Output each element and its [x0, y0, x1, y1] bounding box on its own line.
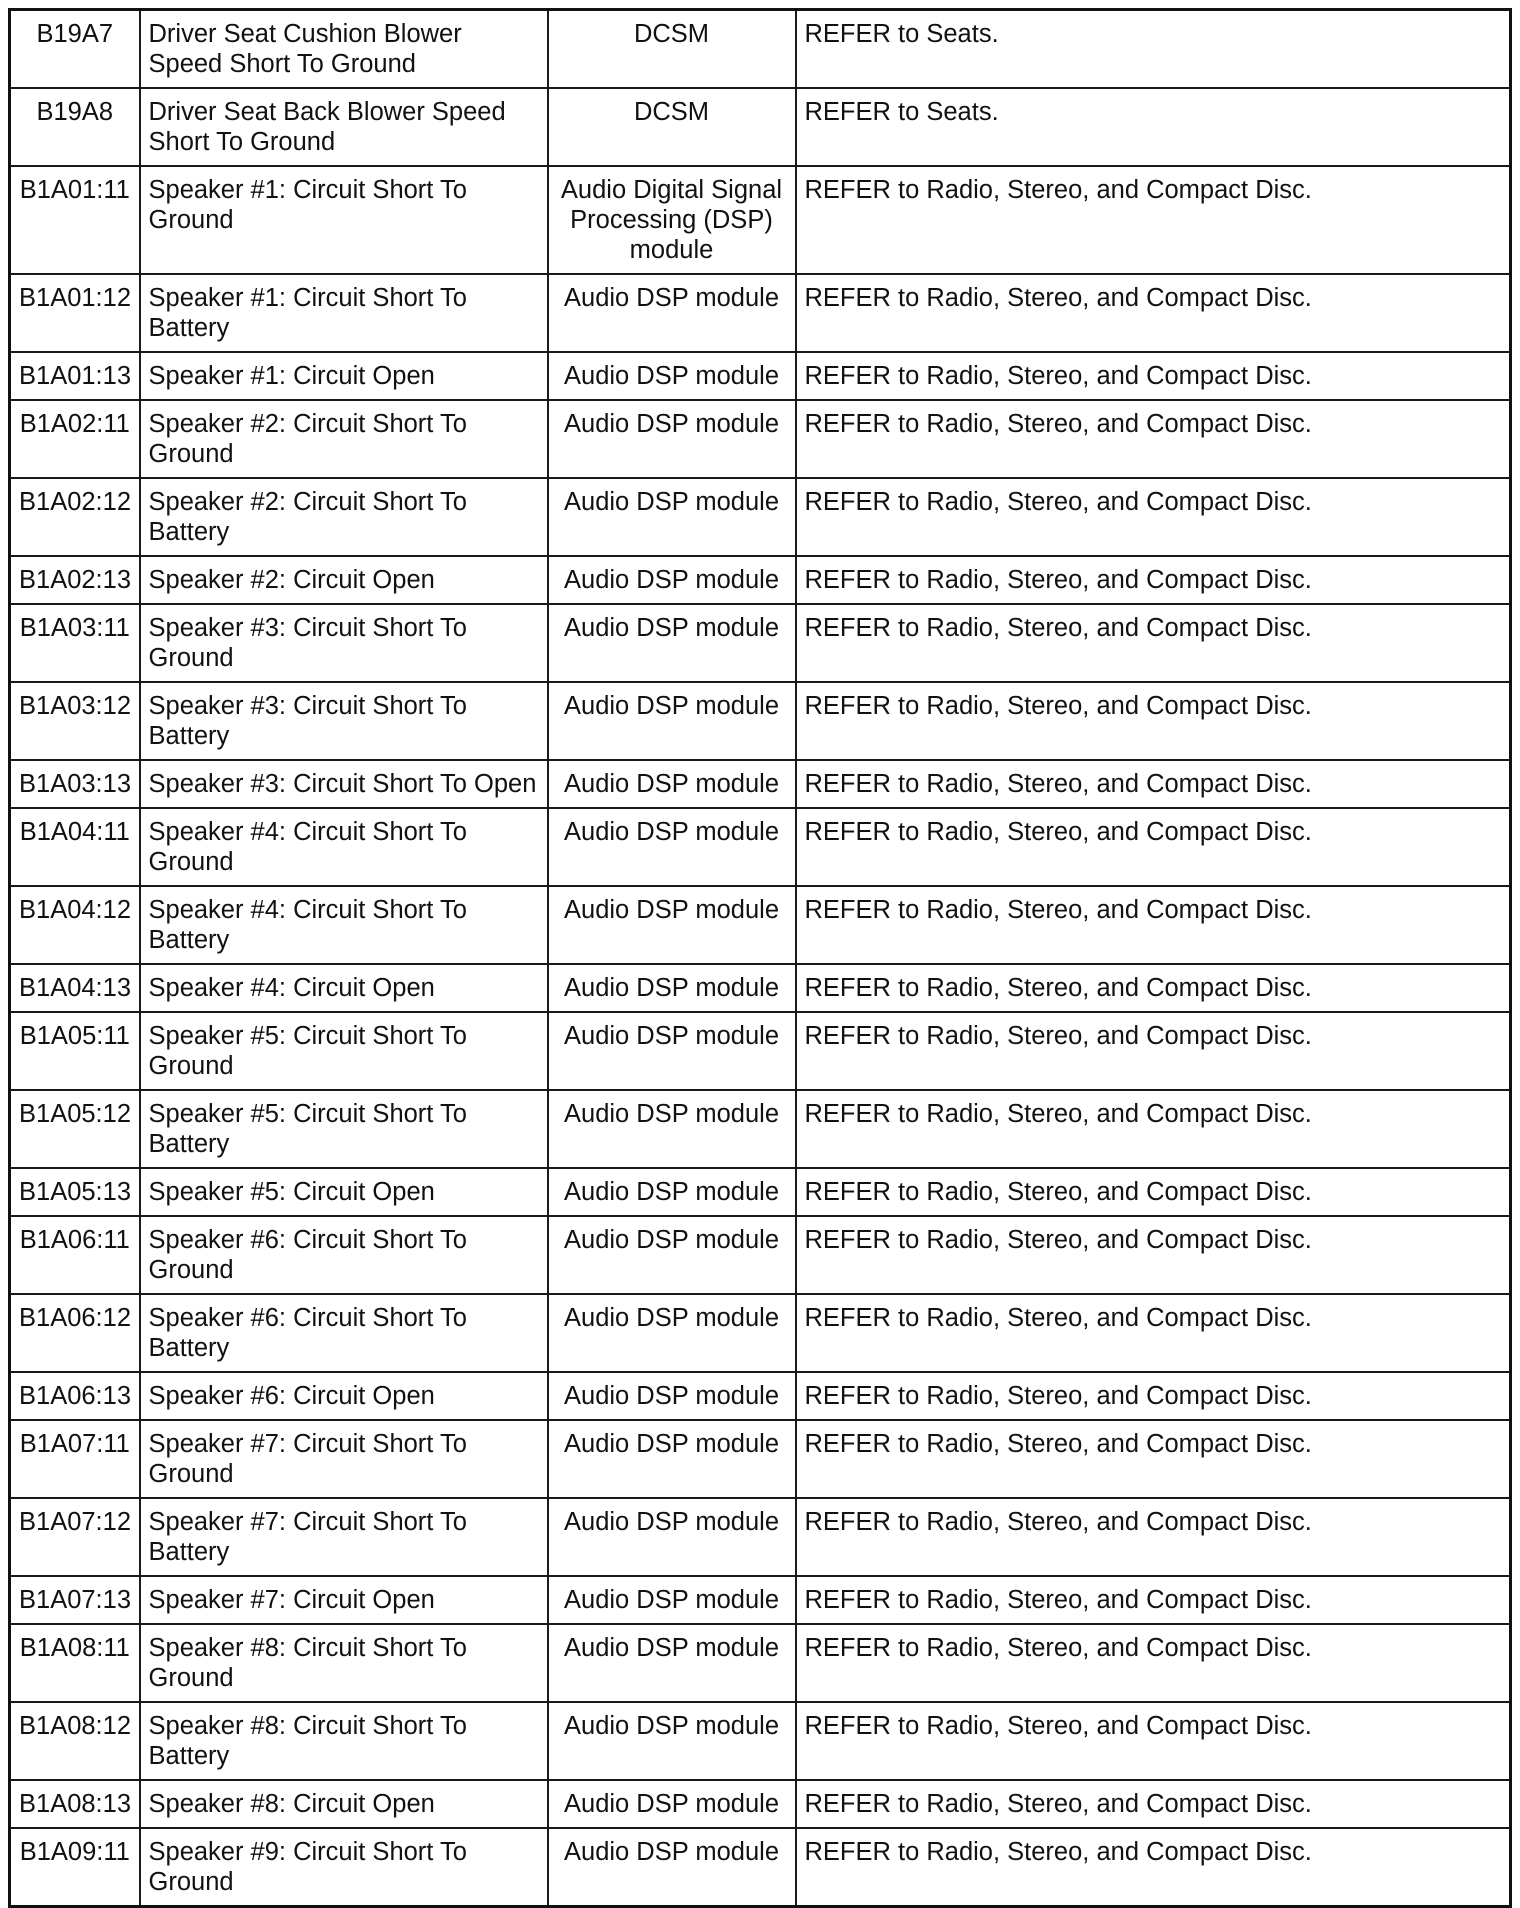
dtc-code: B1A08:13 — [10, 1780, 140, 1828]
dtc-module: Audio DSP module — [548, 682, 796, 760]
dtc-module: Audio DSP module — [548, 760, 796, 808]
dtc-module: Audio DSP module — [548, 1420, 796, 1498]
table-row — [10, 1498, 1511, 1576]
table-row — [10, 886, 1511, 964]
dtc-code: B1A05:11 — [10, 1012, 140, 1090]
dtc-code: B1A08:12 — [10, 1702, 140, 1780]
dtc-code: B1A07:12 — [10, 1498, 140, 1576]
dtc-description: Speaker #1: Circuit Short To Ground — [140, 166, 548, 274]
dtc-action: REFER to Radio, Stereo, and Compact Disc. — [796, 400, 1511, 478]
dtc-code: B1A01:12 — [10, 274, 140, 352]
dtc-code: B1A02:11 — [10, 400, 140, 478]
dtc-description: Speaker #3: Circuit Short To Open — [140, 760, 548, 808]
dtc-action: REFER to Radio, Stereo, and Compact Disc. — [796, 1168, 1511, 1216]
dtc-description: Speaker #2: Circuit Short To Battery — [140, 478, 548, 556]
dtc-module: DCSM — [548, 10, 796, 89]
dtc-action: REFER to Radio, Stereo, and Compact Disc. — [796, 886, 1511, 964]
dtc-action: REFER to Radio, Stereo, and Compact Disc. — [796, 478, 1511, 556]
dtc-module: Audio DSP module — [548, 1090, 796, 1168]
dtc-description: Speaker #8: Circuit Short To Ground — [140, 1624, 548, 1702]
dtc-code: B1A01:11 — [10, 166, 140, 274]
dtc-module: Audio DSP module — [548, 1294, 796, 1372]
dtc-action: REFER to Radio, Stereo, and Compact Disc. — [796, 1828, 1511, 1907]
table-row — [10, 1624, 1511, 1702]
table-row — [10, 1702, 1511, 1780]
dtc-description: Speaker #2: Circuit Short To Ground — [140, 400, 548, 478]
table-row — [10, 1780, 1511, 1828]
table-row — [10, 400, 1511, 478]
dtc-action: REFER to Radio, Stereo, and Compact Disc. — [796, 352, 1511, 400]
table-row — [10, 808, 1511, 886]
dtc-action: REFER to Radio, Stereo, and Compact Disc. — [796, 1372, 1511, 1420]
table-row — [10, 1012, 1511, 1090]
dtc-module: Audio Digital Signal Processing (DSP) module — [548, 166, 796, 274]
dtc-table-body — [10, 10, 1511, 1907]
dtc-module: Audio DSP module — [548, 1168, 796, 1216]
dtc-description: Speaker #5: Circuit Short To Ground — [140, 1012, 548, 1090]
dtc-code: B1A03:11 — [10, 604, 140, 682]
dtc-description: Speaker #6: Circuit Short To Battery — [140, 1294, 548, 1372]
dtc-code: B1A08:11 — [10, 1624, 140, 1702]
dtc-action: REFER to Radio, Stereo, and Compact Disc. — [796, 556, 1511, 604]
table-row — [10, 604, 1511, 682]
dtc-table — [8, 8, 1512, 1908]
dtc-module: Audio DSP module — [548, 1780, 796, 1828]
dtc-description: Driver Seat Cushion Blower Speed Short To Ground — [140, 10, 548, 89]
table-row — [10, 760, 1511, 808]
dtc-module: Audio DSP module — [548, 1012, 796, 1090]
dtc-description: Speaker #5: Circuit Open — [140, 1168, 548, 1216]
dtc-action: REFER to Radio, Stereo, and Compact Disc. — [796, 964, 1511, 1012]
dtc-code: B1A07:11 — [10, 1420, 140, 1498]
dtc-code: B1A02:12 — [10, 478, 140, 556]
dtc-module: Audio DSP module — [548, 886, 796, 964]
table-row — [10, 166, 1511, 274]
dtc-module: Audio DSP module — [548, 556, 796, 604]
dtc-action: REFER to Radio, Stereo, and Compact Disc. — [796, 1702, 1511, 1780]
dtc-action: REFER to Seats. — [796, 88, 1511, 166]
dtc-module: Audio DSP module — [548, 1372, 796, 1420]
dtc-action: REFER to Radio, Stereo, and Compact Disc. — [796, 808, 1511, 886]
table-row — [10, 1216, 1511, 1294]
dtc-code: B1A06:12 — [10, 1294, 140, 1372]
dtc-module: Audio DSP module — [548, 1624, 796, 1702]
table-row — [10, 352, 1511, 400]
dtc-module: Audio DSP module — [548, 352, 796, 400]
dtc-description: Speaker #4: Circuit Open — [140, 964, 548, 1012]
dtc-description: Speaker #1: Circuit Short To Battery — [140, 274, 548, 352]
dtc-module: Audio DSP module — [548, 1828, 796, 1907]
dtc-action: REFER to Radio, Stereo, and Compact Disc. — [796, 274, 1511, 352]
dtc-description: Speaker #4: Circuit Short To Ground — [140, 808, 548, 886]
dtc-action: REFER to Radio, Stereo, and Compact Disc. — [796, 1624, 1511, 1702]
dtc-action: REFER to Radio, Stereo, and Compact Disc. — [796, 1216, 1511, 1294]
table-row — [10, 964, 1511, 1012]
table-row — [10, 88, 1511, 166]
dtc-module: Audio DSP module — [548, 808, 796, 886]
dtc-code: B1A02:13 — [10, 556, 140, 604]
dtc-description: Speaker #7: Circuit Open — [140, 1576, 548, 1624]
dtc-description: Speaker #9: Circuit Short To Ground — [140, 1828, 548, 1907]
dtc-action: REFER to Seats. — [796, 10, 1511, 89]
dtc-action: REFER to Radio, Stereo, and Compact Disc. — [796, 1294, 1511, 1372]
dtc-module: Audio DSP module — [548, 274, 796, 352]
dtc-module: Audio DSP module — [548, 604, 796, 682]
table-row — [10, 1090, 1511, 1168]
dtc-description: Speaker #4: Circuit Short To Battery — [140, 886, 548, 964]
dtc-action: REFER to Radio, Stereo, and Compact Disc. — [796, 1012, 1511, 1090]
dtc-action: REFER to Radio, Stereo, and Compact Disc. — [796, 1090, 1511, 1168]
dtc-description: Speaker #8: Circuit Short To Battery — [140, 1702, 548, 1780]
dtc-action: REFER to Radio, Stereo, and Compact Disc. — [796, 1576, 1511, 1624]
dtc-module: Audio DSP module — [548, 478, 796, 556]
dtc-code: B1A04:13 — [10, 964, 140, 1012]
dtc-action: REFER to Radio, Stereo, and Compact Disc. — [796, 166, 1511, 274]
dtc-code: B19A7 — [10, 10, 140, 89]
table-row — [10, 682, 1511, 760]
table-row — [10, 1420, 1511, 1498]
dtc-code: B1A05:13 — [10, 1168, 140, 1216]
table-row — [10, 1372, 1511, 1420]
dtc-action: REFER to Radio, Stereo, and Compact Disc. — [796, 604, 1511, 682]
table-row — [10, 1294, 1511, 1372]
table-row — [10, 1828, 1511, 1907]
dtc-code: B1A04:12 — [10, 886, 140, 964]
dtc-description: Speaker #5: Circuit Short To Battery — [140, 1090, 548, 1168]
dtc-description: Speaker #8: Circuit Open — [140, 1780, 548, 1828]
dtc-description: Speaker #3: Circuit Short To Ground — [140, 604, 548, 682]
dtc-description: Speaker #1: Circuit Open — [140, 352, 548, 400]
dtc-description: Speaker #7: Circuit Short To Ground — [140, 1420, 548, 1498]
dtc-module: Audio DSP module — [548, 1216, 796, 1294]
dtc-code: B19A8 — [10, 88, 140, 166]
dtc-code: B1A06:11 — [10, 1216, 140, 1294]
table-row — [10, 10, 1511, 89]
dtc-module: Audio DSP module — [548, 1702, 796, 1780]
dtc-description: Speaker #2: Circuit Open — [140, 556, 548, 604]
dtc-code: B1A01:13 — [10, 352, 140, 400]
dtc-code: B1A05:12 — [10, 1090, 140, 1168]
dtc-code: B1A09:11 — [10, 1828, 140, 1907]
dtc-code: B1A06:13 — [10, 1372, 140, 1420]
table-row — [10, 556, 1511, 604]
dtc-module: Audio DSP module — [548, 964, 796, 1012]
dtc-code: B1A04:11 — [10, 808, 140, 886]
dtc-action: REFER to Radio, Stereo, and Compact Disc. — [796, 1420, 1511, 1498]
dtc-module: Audio DSP module — [548, 400, 796, 478]
dtc-action: REFER to Radio, Stereo, and Compact Disc. — [796, 682, 1511, 760]
table-row — [10, 274, 1511, 352]
dtc-description: Speaker #6: Circuit Short To Ground — [140, 1216, 548, 1294]
dtc-module: Audio DSP module — [548, 1498, 796, 1576]
dtc-module: DCSM — [548, 88, 796, 166]
dtc-description: Speaker #7: Circuit Short To Battery — [140, 1498, 548, 1576]
dtc-code: B1A07:13 — [10, 1576, 140, 1624]
dtc-action: REFER to Radio, Stereo, and Compact Disc. — [796, 1780, 1511, 1828]
dtc-action: REFER to Radio, Stereo, and Compact Disc. — [796, 1498, 1511, 1576]
table-row — [10, 478, 1511, 556]
dtc-description: Driver Seat Back Blower Speed Short To Ground — [140, 88, 548, 166]
table-row — [10, 1168, 1511, 1216]
dtc-code: B1A03:12 — [10, 682, 140, 760]
dtc-description: Speaker #6: Circuit Open — [140, 1372, 548, 1420]
dtc-module: Audio DSP module — [548, 1576, 796, 1624]
dtc-code: B1A03:13 — [10, 760, 140, 808]
table-row — [10, 1576, 1511, 1624]
dtc-action: REFER to Radio, Stereo, and Compact Disc. — [796, 760, 1511, 808]
dtc-description: Speaker #3: Circuit Short To Battery — [140, 682, 548, 760]
